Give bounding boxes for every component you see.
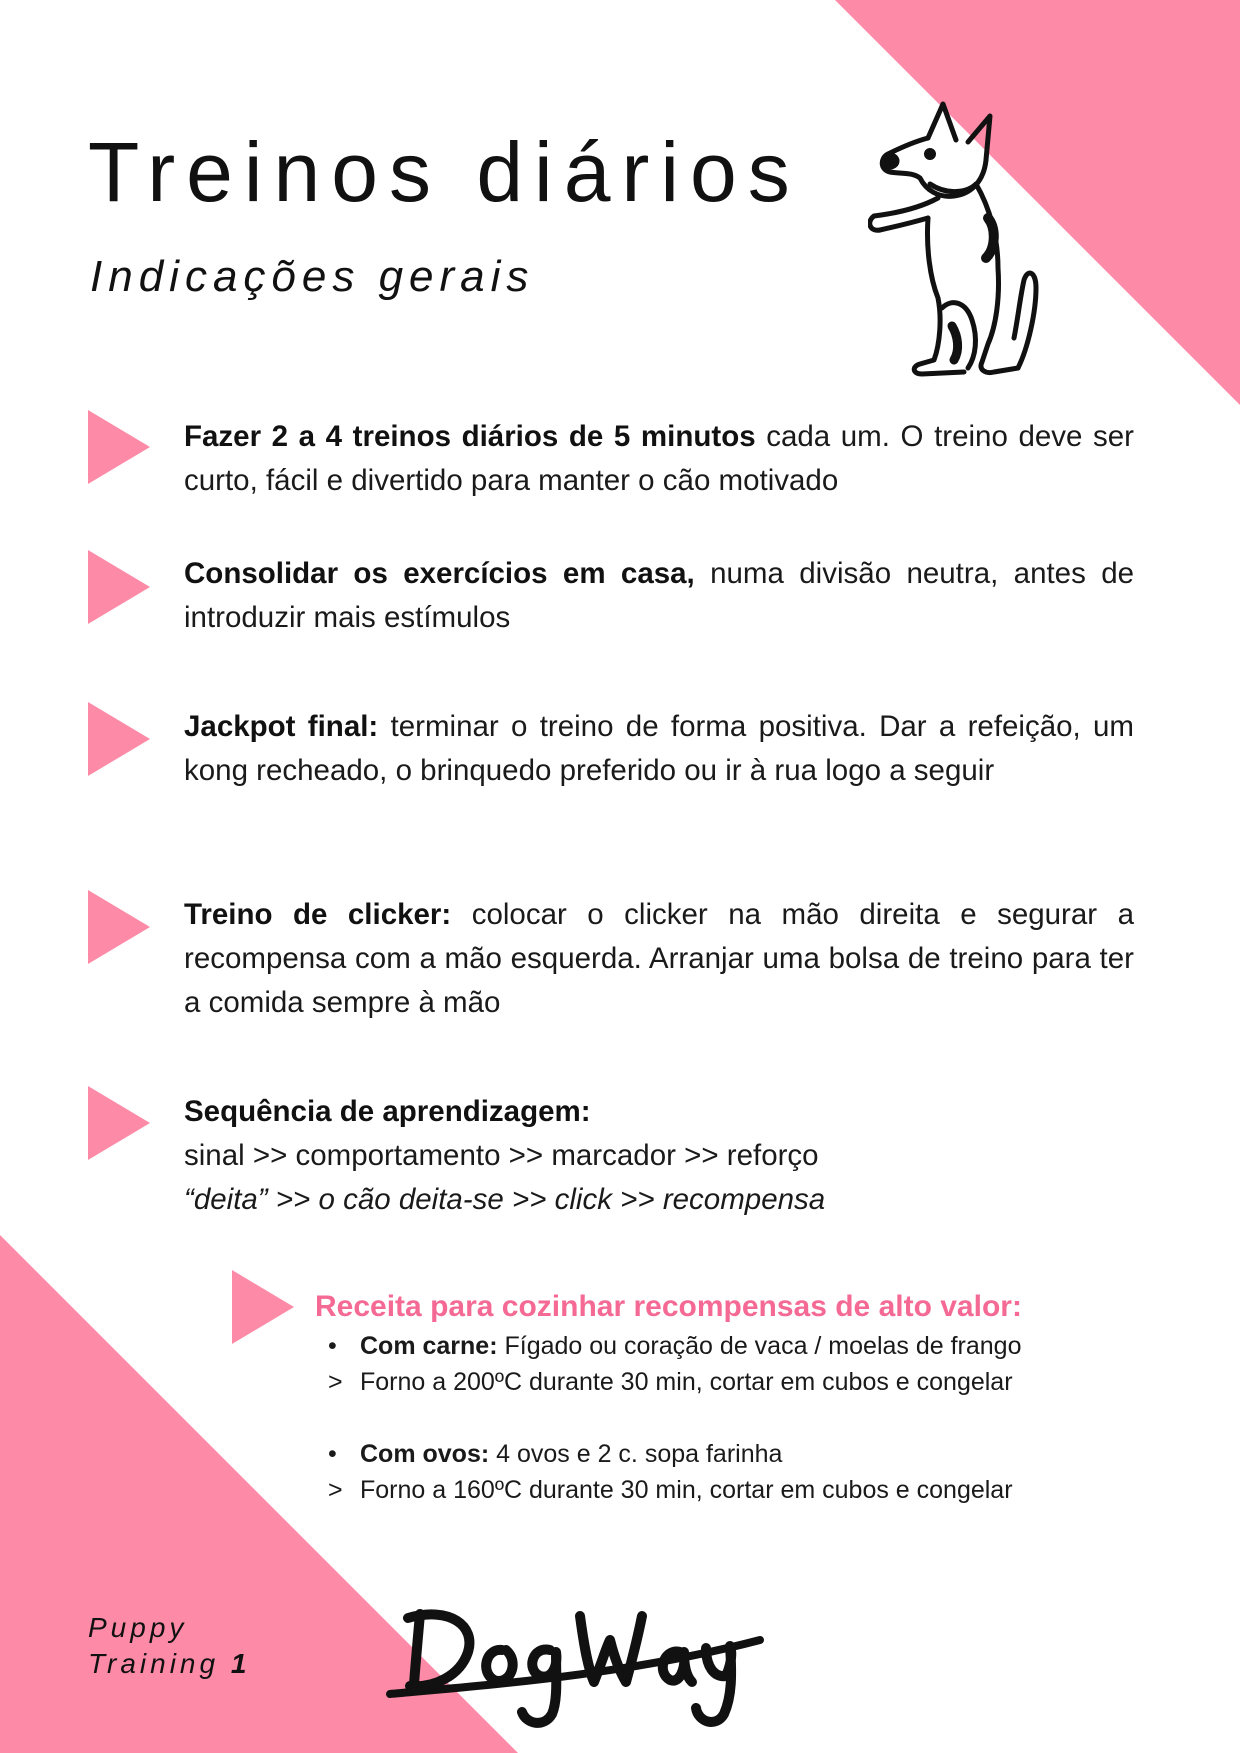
triangle-bullet-icon: [88, 1086, 150, 1160]
page-subtitle: Indicações gerais: [90, 252, 535, 301]
tip-text: cada um. O treino deve ser curto, fácil e divertido para manter o cão motivado: [184, 420, 1134, 497]
footer-line-2: Training: [88, 1648, 220, 1679]
recipe-label: Com carne:: [360, 1332, 498, 1360]
sequence-title: Sequência de aprendizagem:: [184, 1095, 591, 1128]
tip-daily-sessions: [184, 415, 1134, 503]
tip-bold: Fazer 2 a 4 treinos diários de 5 minutos: [184, 420, 756, 453]
tip-bold: Jackpot final:: [184, 710, 379, 743]
tip-jackpot-final: [184, 705, 1134, 793]
recipe-ingredients: 4 ovos e 2 c. sopa farinha: [489, 1440, 783, 1468]
footer-line-1: Puppy: [88, 1612, 188, 1643]
tip-text: colocar o clicker na mão direita e segurar a recompensa com a mão esquerda. Arranjar uma bolsa de treino para ter a comida sempre à mão: [184, 898, 1134, 1019]
triangle-bullet-icon: [88, 702, 150, 776]
sequence-line-1: sinal >> comportamento >> marcador >> reforço: [184, 1139, 819, 1172]
footer-label: [88, 1610, 250, 1682]
step-marker: >: [328, 1368, 343, 1396]
recipe-eggs: [324, 1436, 1013, 1508]
page-title: Treinos diários: [88, 125, 801, 219]
triangle-bullet-icon: [88, 410, 150, 484]
tip-consolidate-home: [184, 552, 1134, 640]
recipe-label: Com ovos:: [360, 1440, 490, 1468]
recipe-step: Forno a 160ºC durante 30 min, cortar em cubos e congelar: [360, 1476, 1013, 1504]
dogway-logo: [380, 1596, 770, 1736]
tip-bold: Consolidar os exercícios em casa,: [184, 557, 695, 590]
sitting-dog-illustration: [868, 98, 1088, 378]
sequence-line-2: “deita” >> o cão deita-se >> click >> recompensa: [184, 1183, 826, 1216]
bullet-dot: •: [328, 1440, 337, 1468]
tip-text: numa divisão neutra, antes de introduzir mais estímulos: [184, 557, 1135, 634]
recipe-step: Forno a 200ºC durante 30 min, cortar em cubos e congelar: [360, 1368, 1013, 1396]
triangle-bullet-icon: [232, 1270, 294, 1344]
tip-bold: Treino de clicker:: [184, 898, 452, 931]
page-number: 1: [230, 1648, 251, 1679]
step-marker: >: [328, 1476, 343, 1504]
recipe-title: Receita para cozinhar recompensas de alto valor:: [315, 1290, 1022, 1323]
recipe-ingredients: Fígado ou coração de vaca / moelas de frango: [497, 1332, 1022, 1360]
triangle-bullet-icon: [88, 890, 150, 964]
tip-clicker-training: [184, 893, 1134, 1025]
triangle-bullet-icon: [88, 550, 150, 624]
learning-sequence: [184, 1090, 1134, 1222]
recipe-meat: [324, 1328, 1022, 1400]
bullet-dot: •: [328, 1332, 337, 1360]
tip-text: terminar o treino de forma positiva. Dar a refeição, um kong recheado, o brinquedo preferido ou ir à rua logo a seguir: [184, 710, 1135, 787]
